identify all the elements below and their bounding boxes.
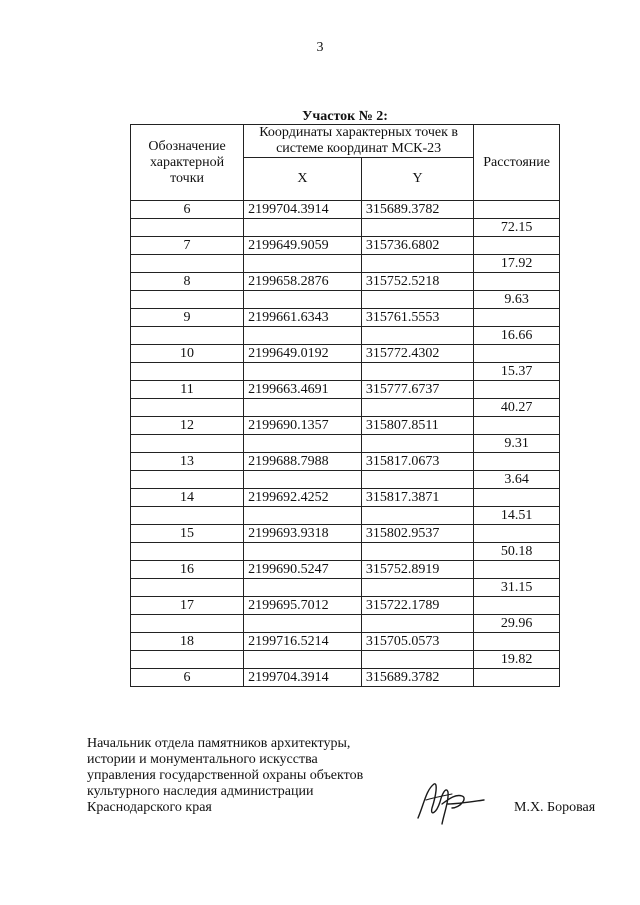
distance-row <box>131 363 560 381</box>
point-cell: 17 <box>131 597 244 615</box>
point-row <box>131 345 560 363</box>
distance-cell: 3.64 <box>474 471 560 489</box>
distance-row <box>131 291 560 309</box>
x-cell: 2199690.1357 <box>244 417 362 435</box>
point-cell: 14 <box>131 489 244 507</box>
point-cell: 18 <box>131 633 244 651</box>
point-cell <box>131 255 244 273</box>
coordinates-table-body <box>131 201 560 687</box>
distance-cell <box>474 237 560 255</box>
x-cell: 2199688.7988 <box>244 453 362 471</box>
y-cell <box>361 255 473 273</box>
point-cell <box>131 327 244 345</box>
x-cell: 2199693.9318 <box>244 525 362 543</box>
y-cell: 315772.4302 <box>361 345 473 363</box>
distance-cell: 14.51 <box>474 507 560 525</box>
y-cell: 315817.0673 <box>361 453 473 471</box>
signatory-line: Краснодарского края <box>87 800 212 815</box>
page-number: 3 <box>316 40 324 55</box>
x-cell: 2199704.3914 <box>244 669 362 687</box>
point-cell: 6 <box>131 669 244 687</box>
distance-cell <box>474 417 560 435</box>
point-row <box>131 417 560 435</box>
distance-cell: 15.37 <box>474 363 560 381</box>
distance-cell <box>474 453 560 471</box>
x-cell: 2199716.5214 <box>244 633 362 651</box>
x-cell: 2199663.4691 <box>244 381 362 399</box>
distance-cell <box>474 345 560 363</box>
y-cell <box>361 435 473 453</box>
coordinates-table <box>130 124 560 687</box>
signatory-position <box>87 736 363 816</box>
y-cell <box>361 363 473 381</box>
point-row <box>131 489 560 507</box>
y-cell: 315807.8511 <box>361 417 473 435</box>
y-cell <box>361 615 473 633</box>
point-cell <box>131 219 244 237</box>
point-row <box>131 633 560 651</box>
distance-row <box>131 327 560 345</box>
x-cell <box>244 507 362 525</box>
distance-cell: 31.15 <box>474 579 560 597</box>
point-cell: 16 <box>131 561 244 579</box>
handwritten-signature <box>412 774 492 830</box>
point-cell: 7 <box>131 237 244 255</box>
distance-cell: 29.96 <box>474 615 560 633</box>
point-cell: 11 <box>131 381 244 399</box>
header-distance: Расстояние <box>474 125 560 201</box>
y-cell <box>361 651 473 669</box>
point-cell: 13 <box>131 453 244 471</box>
distance-cell: 72.15 <box>474 219 560 237</box>
point-cell <box>131 363 244 381</box>
x-cell <box>244 291 362 309</box>
point-row <box>131 453 560 471</box>
point-cell <box>131 399 244 417</box>
distance-row <box>131 255 560 273</box>
y-cell: 315777.6737 <box>361 381 473 399</box>
x-cell <box>244 399 362 417</box>
signatory-line: культурного наследия администрации <box>87 784 314 799</box>
y-cell: 315689.3782 <box>361 669 473 687</box>
distance-cell: 17.92 <box>474 255 560 273</box>
y-cell <box>361 291 473 309</box>
x-cell: 2199661.6343 <box>244 309 362 327</box>
point-row <box>131 669 560 687</box>
distance-row <box>131 399 560 417</box>
distance-cell: 50.18 <box>474 543 560 561</box>
point-row <box>131 273 560 291</box>
distance-cell <box>474 597 560 615</box>
distance-cell: 9.31 <box>474 435 560 453</box>
y-cell: 315761.5553 <box>361 309 473 327</box>
distance-cell: 9.63 <box>474 291 560 309</box>
x-cell <box>244 543 362 561</box>
point-cell <box>131 471 244 489</box>
point-row <box>131 561 560 579</box>
y-cell <box>361 543 473 561</box>
point-cell: 15 <box>131 525 244 543</box>
point-cell <box>131 615 244 633</box>
x-cell <box>244 219 362 237</box>
distance-cell <box>474 525 560 543</box>
x-cell: 2199658.2876 <box>244 273 362 291</box>
point-cell: 10 <box>131 345 244 363</box>
distance-cell <box>474 489 560 507</box>
signatory-line: управления государственной охраны объектов <box>87 768 364 783</box>
section-title: Участок № 2: <box>302 109 388 124</box>
y-cell: 315817.3871 <box>361 489 473 507</box>
distance-cell <box>474 309 560 327</box>
point-cell: 8 <box>131 273 244 291</box>
y-cell <box>361 219 473 237</box>
x-cell <box>244 471 362 489</box>
y-cell: 315736.6802 <box>361 237 473 255</box>
distance-cell <box>474 669 560 687</box>
point-cell <box>131 507 244 525</box>
y-cell <box>361 471 473 489</box>
distance-row <box>131 219 560 237</box>
distance-row <box>131 471 560 489</box>
x-cell: 2199704.3914 <box>244 201 362 219</box>
point-cell <box>131 291 244 309</box>
point-row <box>131 597 560 615</box>
y-cell: 315752.5218 <box>361 273 473 291</box>
distance-row <box>131 435 560 453</box>
distance-cell <box>474 273 560 291</box>
x-cell: 2199692.4252 <box>244 489 362 507</box>
distance-row <box>131 615 560 633</box>
point-cell: 12 <box>131 417 244 435</box>
signatory-line: истории и монументального искусства <box>87 752 318 767</box>
distance-cell <box>474 561 560 579</box>
x-cell <box>244 363 362 381</box>
y-cell: 315722.1789 <box>361 597 473 615</box>
point-cell: 9 <box>131 309 244 327</box>
distance-row <box>131 507 560 525</box>
distance-row <box>131 543 560 561</box>
header-coordinates: Координаты характерных точек в системе координат МСК-23 <box>244 125 474 158</box>
y-cell <box>361 399 473 417</box>
x-cell <box>244 579 362 597</box>
distance-cell: 16.66 <box>474 327 560 345</box>
point-row <box>131 381 560 399</box>
distance-cell: 19.82 <box>474 651 560 669</box>
point-row <box>131 309 560 327</box>
y-cell: 315802.9537 <box>361 525 473 543</box>
point-cell <box>131 435 244 453</box>
point-cell <box>131 651 244 669</box>
distance-cell <box>474 633 560 651</box>
y-cell <box>361 507 473 525</box>
header-point: Обозначение характерной точки <box>131 125 244 201</box>
x-cell: 2199690.5247 <box>244 561 362 579</box>
point-cell <box>131 579 244 597</box>
y-cell <box>361 579 473 597</box>
distance-row <box>131 651 560 669</box>
header-y: Y <box>361 158 473 201</box>
x-cell: 2199649.0192 <box>244 345 362 363</box>
x-cell <box>244 327 362 345</box>
x-cell <box>244 435 362 453</box>
point-cell: 6 <box>131 201 244 219</box>
x-cell: 2199649.9059 <box>244 237 362 255</box>
distance-row <box>131 579 560 597</box>
distance-cell <box>474 381 560 399</box>
point-row <box>131 237 560 255</box>
y-cell: 315689.3782 <box>361 201 473 219</box>
y-cell: 315705.0573 <box>361 633 473 651</box>
x-cell <box>244 255 362 273</box>
signatory-line: Начальник отдела памятников архитектуры, <box>87 736 351 751</box>
x-cell <box>244 651 362 669</box>
y-cell: 315752.8919 <box>361 561 473 579</box>
distance-cell: 40.27 <box>474 399 560 417</box>
distance-cell <box>474 201 560 219</box>
point-row <box>131 201 560 219</box>
header-x: X <box>244 158 362 201</box>
x-cell <box>244 615 362 633</box>
x-cell: 2199695.7012 <box>244 597 362 615</box>
y-cell <box>361 327 473 345</box>
point-cell <box>131 543 244 561</box>
point-row <box>131 525 560 543</box>
signatory-name: М.Х. Боровая <box>514 800 596 815</box>
